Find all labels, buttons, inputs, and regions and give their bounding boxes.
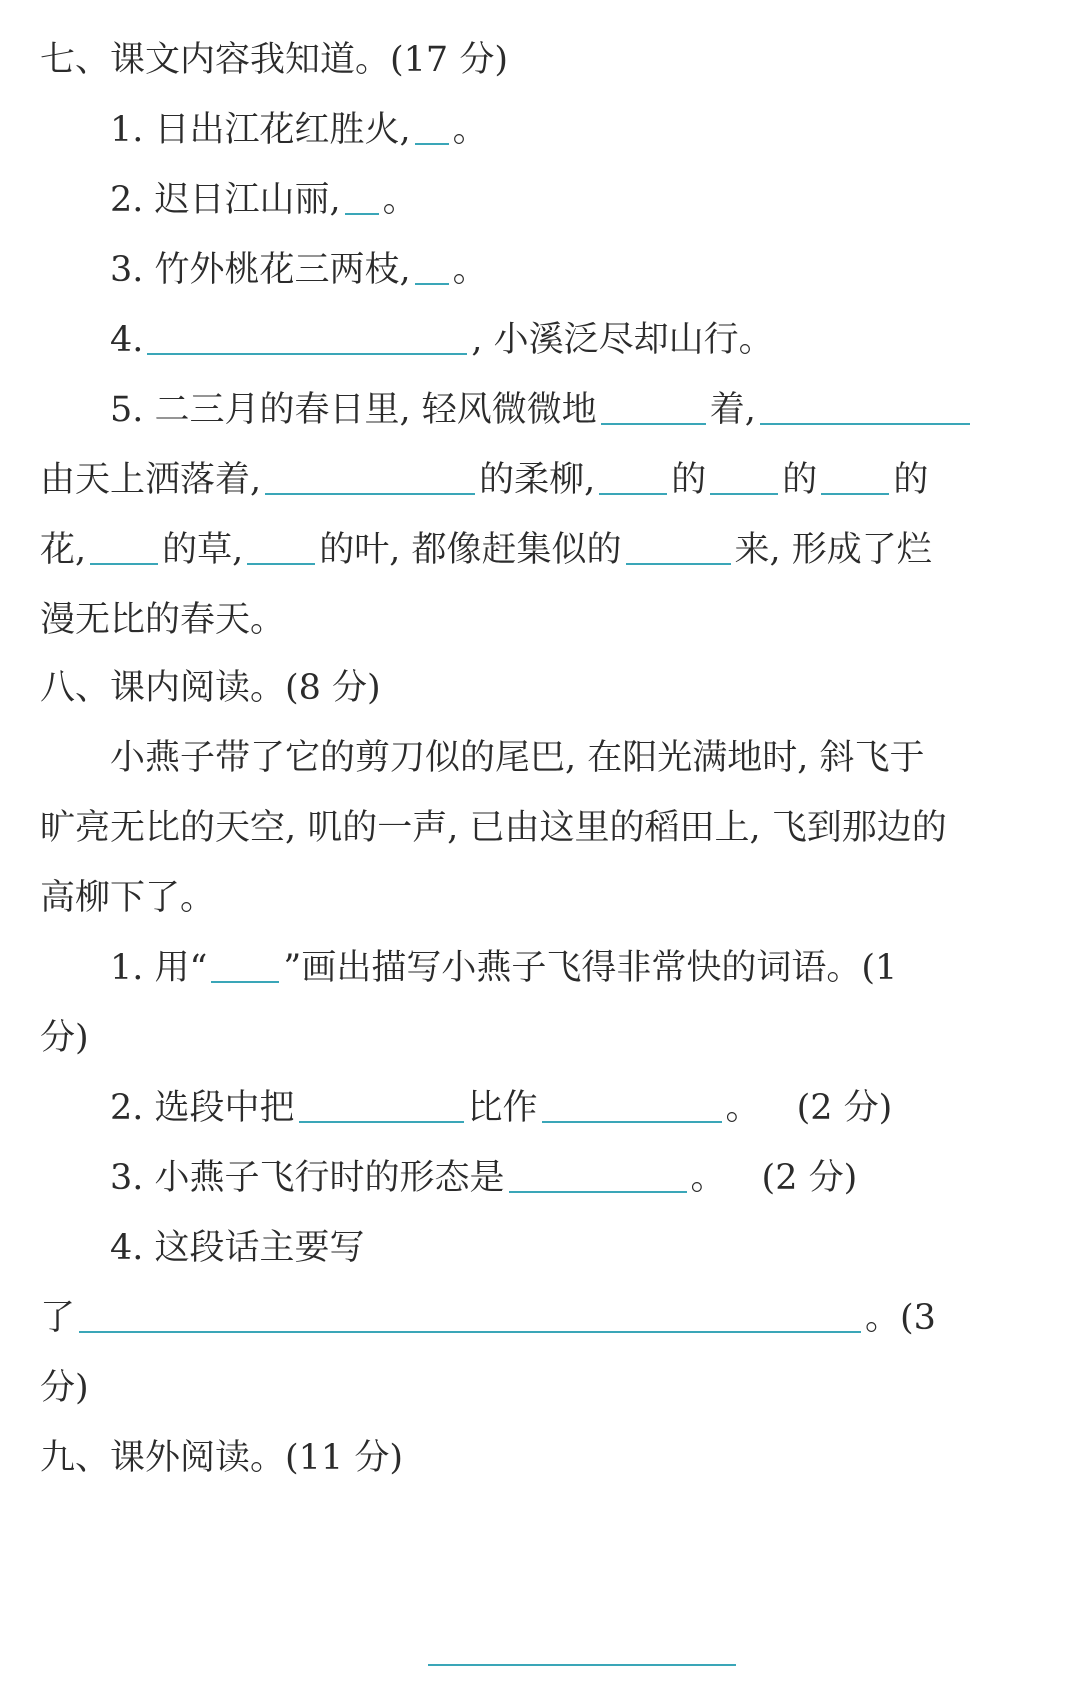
question-text: 着,: [709, 390, 756, 430]
question-8-1: [110, 946, 897, 990]
question-7-1: [110, 108, 488, 152]
question-text: 4.: [110, 320, 144, 360]
question-8-1-score: 分): [40, 1018, 89, 1058]
question-text: 来, 形成了烂: [734, 530, 932, 570]
answer-blank[interactable]: [147, 323, 467, 355]
question-8-4-score: 分): [40, 1368, 89, 1408]
question-8-4: 4. 这段话主要写: [110, 1228, 365, 1268]
section-7-heading: 七、课文内容我知道。(17 分): [40, 40, 508, 80]
title-answer-blank[interactable]: [428, 1664, 736, 1666]
question-text: 的: [893, 460, 929, 500]
score-label: (2 分): [761, 1158, 858, 1198]
question-text: 了: [40, 1298, 76, 1338]
answer-blank[interactable]: [211, 951, 279, 983]
answer-blank[interactable]: [542, 1091, 722, 1123]
question-7-5-line-3: [40, 528, 932, 572]
answer-blank[interactable]: [821, 463, 889, 495]
answer-blank[interactable]: [415, 253, 449, 285]
question-7-4: [110, 318, 774, 362]
question-text: 。(3: [865, 1298, 936, 1338]
section-8-heading: 八、课内阅读。(8 分): [40, 668, 381, 708]
question-text: 的: [782, 460, 818, 500]
question-text: 。: [452, 110, 488, 150]
question-text: ”画出描写小燕子飞得非常快的词语。(1: [283, 948, 898, 988]
question-text: 花,: [40, 530, 87, 570]
passage-line: 高柳下了。: [40, 878, 216, 918]
section-9-heading: 九、课外阅读。(11 分): [40, 1438, 403, 1478]
question-text: 的草,: [162, 530, 244, 570]
question-text: 的: [671, 460, 707, 500]
question-8-3: [110, 1156, 857, 1200]
answer-blank[interactable]: [90, 533, 158, 565]
question-7-5-line-4: 漫无比的春天。: [40, 600, 286, 640]
question-text: , 小溪泛尽却山行。: [471, 320, 774, 360]
question-7-5-line-1: [110, 388, 974, 432]
question-text: 的叶, 都像赶集似的: [319, 530, 622, 570]
question-text: 5. 二三月的春日里, 轻风微微地: [110, 390, 597, 430]
answer-blank[interactable]: [601, 393, 706, 425]
question-text: 。: [725, 1088, 761, 1128]
answer-blank[interactable]: [247, 533, 315, 565]
question-text: 2. 选段中把: [110, 1088, 295, 1128]
question-text: 的柔柳,: [479, 460, 596, 500]
question-7-2: [110, 178, 418, 222]
answer-blank[interactable]: [345, 183, 379, 215]
question-7-5-line-2: [40, 458, 928, 502]
question-text: 1. 日出江花红胜火,: [110, 110, 411, 150]
question-text: 1. 用“: [110, 948, 208, 988]
passage-line: 旷亮无比的天空, 叽的一声, 已由这里的稻田上, 飞到那边的: [40, 808, 947, 848]
question-text: 2. 迟日江山丽,: [110, 180, 341, 220]
question-text: 3. 小燕子飞行时的形态是: [110, 1158, 505, 1198]
question-text: 比作: [467, 1088, 538, 1128]
score-label: (2 分): [796, 1088, 893, 1128]
question-text: 由天上洒落着,: [40, 460, 262, 500]
question-text: 。: [452, 250, 488, 290]
question-7-3: [110, 248, 488, 292]
passage-line: 小燕子带了它的剪刀似的尾巴, 在阳光满地时, 斜飞于: [110, 738, 925, 778]
question-8-2: [110, 1086, 892, 1130]
answer-blank[interactable]: [415, 113, 449, 145]
answer-blank[interactable]: [265, 463, 475, 495]
question-text: 3. 竹外桃花三两枝,: [110, 250, 411, 290]
answer-blank[interactable]: [79, 1301, 861, 1333]
question-text: 。: [690, 1158, 726, 1198]
question-text: 。: [382, 180, 418, 220]
answer-blank[interactable]: [760, 393, 970, 425]
question-8-4-answer-line: [40, 1296, 936, 1340]
answer-blank[interactable]: [626, 533, 731, 565]
answer-blank[interactable]: [509, 1161, 687, 1193]
answer-blank[interactable]: [299, 1091, 464, 1123]
answer-blank[interactable]: [710, 463, 778, 495]
answer-blank[interactable]: [599, 463, 667, 495]
